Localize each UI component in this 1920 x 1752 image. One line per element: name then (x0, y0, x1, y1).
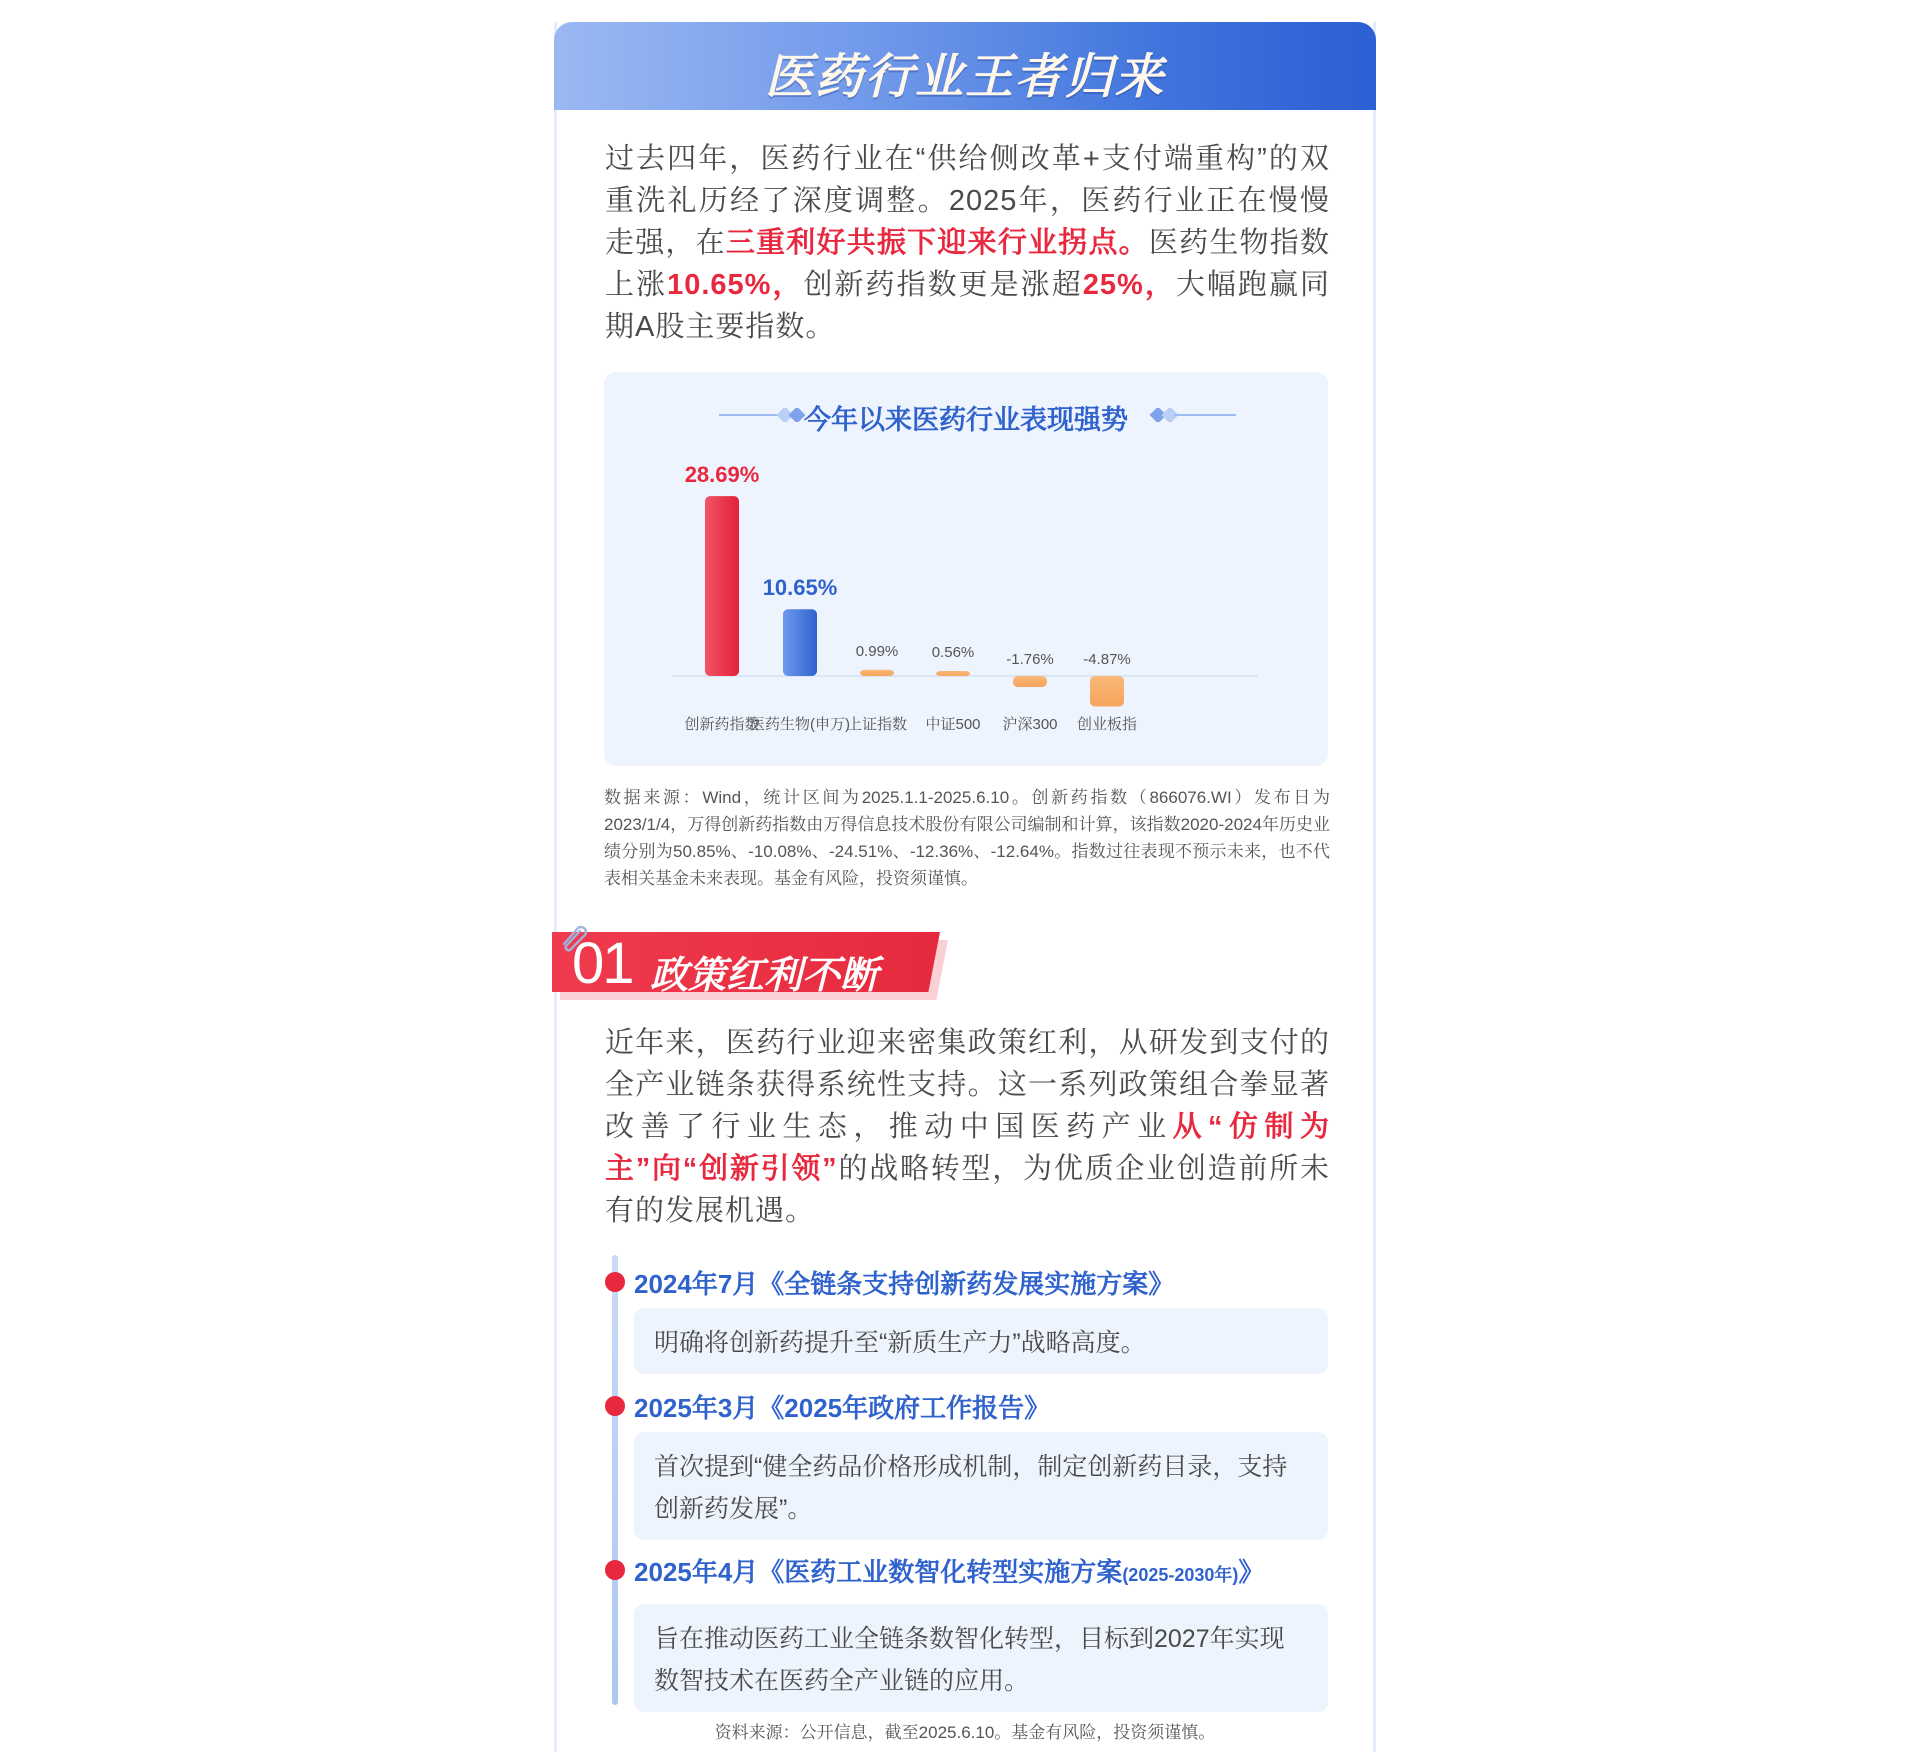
chart-bar (1090, 676, 1124, 707)
chart-bar (936, 671, 970, 676)
intro-text-1: 过去四年，医药行业在“供给侧改革+支付端重构”的双重洗礼历经了深度调整。2025年，医药行业正在慢慢走强，在 (605, 143, 1330, 259)
timeline-dot (605, 1272, 625, 1292)
category-label: 沪深300 (1002, 716, 1058, 733)
intro-text-3: 创新药指数更是涨超 (803, 269, 1083, 301)
category-label: 上证指数 (846, 716, 908, 733)
bar-value-label: 0.99% (855, 642, 899, 660)
chart-title: 今年以来医药行业表现强势 (804, 405, 1128, 435)
timeline-desc: 明确将创新药提升至“新质生产力”战略高度。 (634, 1308, 1328, 1374)
page-title: 医药行业王者归来 (764, 51, 1165, 104)
timeline-title: 2025年4月《医药工业数智化转型实施方案(2025-2030年)》 (634, 1557, 1265, 1587)
bar-value-label: -1.76% (1006, 651, 1054, 668)
timeline-title: 2025年3月《2025年政府工作报告》 (634, 1393, 1051, 1423)
bar-value-label: 0.56% (931, 644, 975, 661)
bar-value-label: 28.69% (684, 462, 760, 488)
intro-text-2: 医药生物指数上涨 (605, 227, 1330, 301)
chart-bar (860, 670, 894, 676)
bar-chart (604, 372, 1328, 766)
chart-bar (783, 609, 817, 676)
timeline-line (612, 1255, 618, 1705)
bar-value-label: 10.65% (762, 575, 838, 601)
section-text-1: 近年来，医药行业迎来密集政策红利，从研发到支付的全产业链条获得系统性支持。这一系列政策组合拳显著改善了行业生态，推动中国医药产业 (605, 1027, 1330, 1143)
chart-footnote: 数据来源：Wind，统计区间为2025.1.1-2025.6.10。创新药指数（866076.WI）发布日为2023/1/4，万得创新药指数由万得信息技术股份有限公司编制和计算，该指数2020-2024年历史业绩分别为50.85%、-10.08%、-24.51%、-12.36%、-12.64%。指数过往表现不预示未来，也不代表相关基金未来表现。基金有风险，投资须谨慎。 (604, 788, 1330, 888)
timeline-desc: 旨在推动医药工业全链条数智化转型，目标到2027年实现数智技术在医药全产业链的应用。 (634, 1604, 1328, 1712)
intro-text-4: 大幅跑赢同期A股主要指数。 (605, 269, 1330, 343)
chart-bar (705, 496, 739, 676)
chart-bar (1013, 676, 1047, 687)
section-highlight: 从“仿制为主”向“创新引领” (605, 1111, 1330, 1185)
category-label: 中证500 (925, 716, 981, 733)
section-number: 01 (572, 931, 633, 996)
intro-paragraph (605, 138, 1330, 348)
timeline-dot (605, 1396, 625, 1416)
category-label: 创业板指 (1076, 716, 1138, 733)
intro-highlight-2: 10.65%， (667, 269, 804, 301)
timeline-title-suffix: (2025-2030年) (1122, 1565, 1239, 1585)
source-note: 资料来源：公开信息，截至2025.6.10。基金有风险，投资须谨慎。 (714, 1723, 1216, 1742)
intro-highlight-3: 25%， (1082, 269, 1176, 301)
header-banner (554, 22, 1376, 110)
category-label: 创新药指数 (684, 716, 760, 733)
timeline-title: 2024年7月《全链条支持创新药发展实施方案》 (634, 1269, 1175, 1299)
timeline-desc: 首次提到“健全药品价格形成机制，制定创新药目录，支持创新药发展”。 (634, 1432, 1328, 1540)
section-text-2: 的战略转型，为优质企业创造前所未有的发展机遇。 (605, 1153, 1330, 1227)
section-title: 政策红利不断 (650, 955, 879, 997)
intro-highlight-1: 三重利好共振下迎来行业拐点。 (725, 227, 1149, 259)
chart-panel (604, 372, 1328, 766)
timeline-dot (605, 1560, 625, 1580)
category-label: 医药生物(申万) (750, 716, 850, 733)
section-paragraph (605, 1022, 1330, 1232)
bar-value-label: -4.87% (1083, 651, 1131, 668)
